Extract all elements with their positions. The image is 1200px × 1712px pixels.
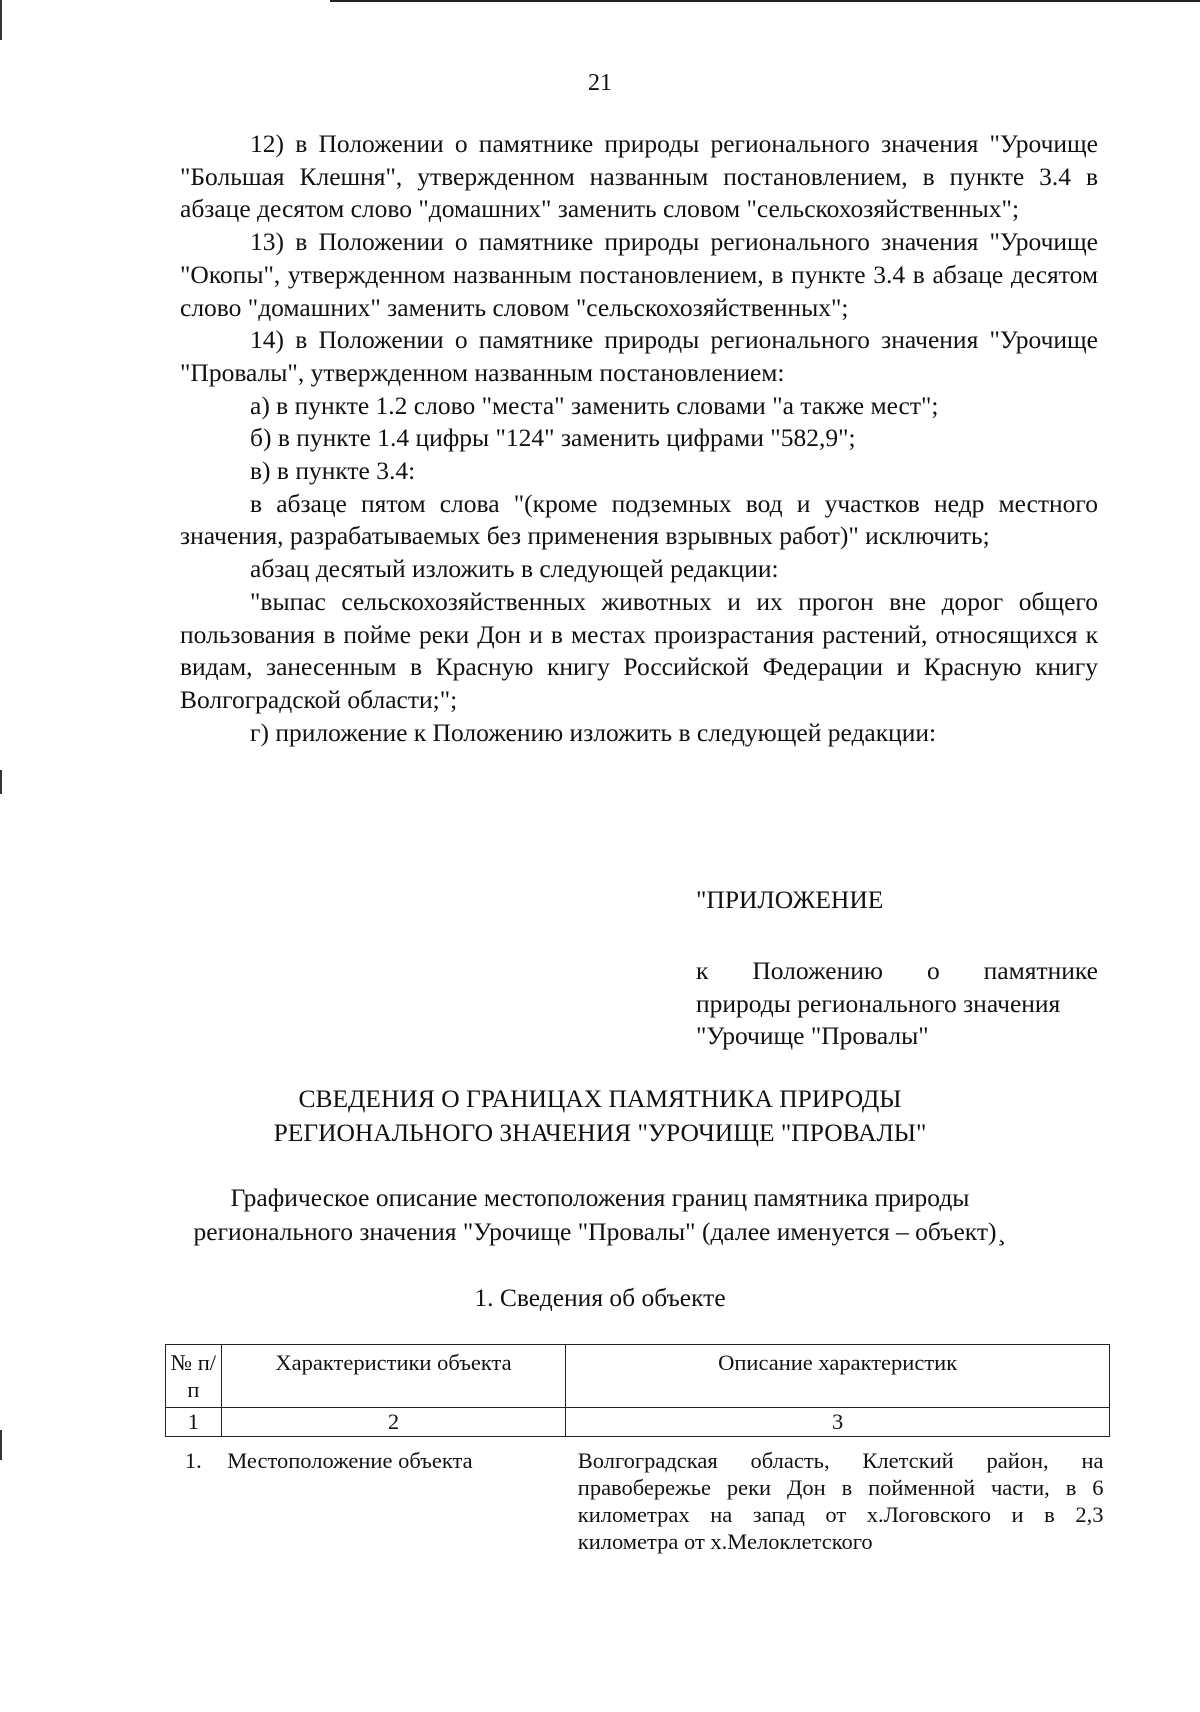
top-border-line — [330, 0, 1200, 2]
amendment-paragraph: абзац десятый изложить в следующей редакции: — [250, 554, 779, 584]
header-characteristic: Характеристики объекта — [221, 1345, 566, 1408]
amendment-paragraph: 14) в Положении о памятнике природы регионального значения "Урочище "Провалы", утвержденном названным постановлением: — [180, 325, 1098, 387]
amendment-paragraph: а) в пункте 1.2 слово "места" заменить словами "а также мест"; — [250, 390, 939, 420]
header-description: Описание характеристик — [566, 1345, 1110, 1408]
row-characteristic-cell: Местоположение объекта — [221, 1437, 566, 1556]
graphic-description-line — [0, 1215, 1200, 1249]
table-row — [166, 1437, 1110, 1556]
row-description-cell: Волгоградская область, Клетский район, на правобережье реки Дон в пойменной части, в 6 километрах на запад от х.Логовского и в 2,3 километра от х.Мелоклетского — [566, 1437, 1110, 1556]
amendment-paragraph: 12) в Положении о памятнике природы регионального значения "Урочище "Большая Клешня", утвержденном названным постановлением, в пункте 3.4 в абзаце десятом слово "домашних" заменить словом "сельскохозяйственных"; — [180, 129, 1098, 224]
left-edge-mark — [0, 0, 2, 40]
graphic-description-text: регионального значения "Урочище "Провалы" (далее именуется – объект) — [193, 1217, 997, 1246]
appendix-reference-line: "Урочище "Провалы" — [696, 1021, 929, 1051]
amendment-paragraph: г) приложение к Положению изложить в следующей редакции: — [250, 717, 937, 747]
row-num-cell: 1. — [166, 1437, 222, 1556]
graphic-description-line: Графическое описание местоположения границ памятника природы — [230, 1183, 970, 1212]
trailing-mark: ¸ — [997, 1217, 1006, 1246]
appendix-reference-line: к Положению о памятнике — [696, 956, 1098, 985]
amendment-paragraph: в абзаце пятом слова "(кроме подземных вод и участков недр местного значения, разрабатываемых без применения взрывных работ)" исключить; — [180, 488, 1098, 551]
left-edge-mark — [0, 1430, 2, 1460]
amendment-paragraph: 13) в Положении о памятнике природы регионального значения "Урочище "Окопы", утвержденном названным постановлением, в пункте 3.4 в абзаце десятом слово "домашних" заменить словом "сельскохозяйственных"; — [180, 227, 1098, 322]
appendix-reference — [696, 955, 1098, 1053]
heading-line: РЕГИОНАЛЬНОГО ЗНАЧЕНИЯ "УРОЧИЩЕ "ПРОВАЛЫ" — [273, 1118, 927, 1147]
graphic-description — [0, 1181, 1200, 1249]
amendment-paragraph: "выпас сельскохозяйственных животных и их прогон вне дорог общего пользования в пойме реки Дон и в местах произрастания растений, относящихся к видам, занесенным в Красную книгу Российской Федерации и Красную книгу Волгоградской области;"; — [180, 586, 1098, 714]
appendix-title: "ПРИЛОЖЕНИЕ — [696, 885, 884, 914]
amendments-text — [180, 128, 1098, 749]
section-title: 1. Сведения об объекте — [474, 1283, 726, 1312]
column-number: 1 — [166, 1408, 222, 1437]
document-heading — [0, 1082, 1200, 1150]
object-info-table — [165, 1344, 1110, 1555]
object-info-table-wrapper — [165, 1344, 1110, 1555]
amendment-paragraph: в) в пункте 3.4: — [250, 456, 416, 486]
column-number: 2 — [221, 1408, 566, 1437]
page-number: 21 — [588, 70, 612, 96]
table-column-numbers-row — [166, 1408, 1110, 1437]
heading-line: СВЕДЕНИЯ О ГРАНИЦАХ ПАМЯТНИКА ПРИРОДЫ — [298, 1084, 902, 1113]
left-edge-mark — [0, 770, 2, 794]
amendment-paragraph: б) в пункте 1.4 цифры "124" заменить цифрами "582,9"; — [250, 423, 856, 453]
table-header-row — [166, 1345, 1110, 1408]
table-body — [166, 1437, 1110, 1556]
appendix-reference-line: природы регионального значения — [696, 988, 1061, 1018]
column-number: 3 — [566, 1408, 1110, 1437]
header-num: № п/п — [166, 1345, 222, 1408]
